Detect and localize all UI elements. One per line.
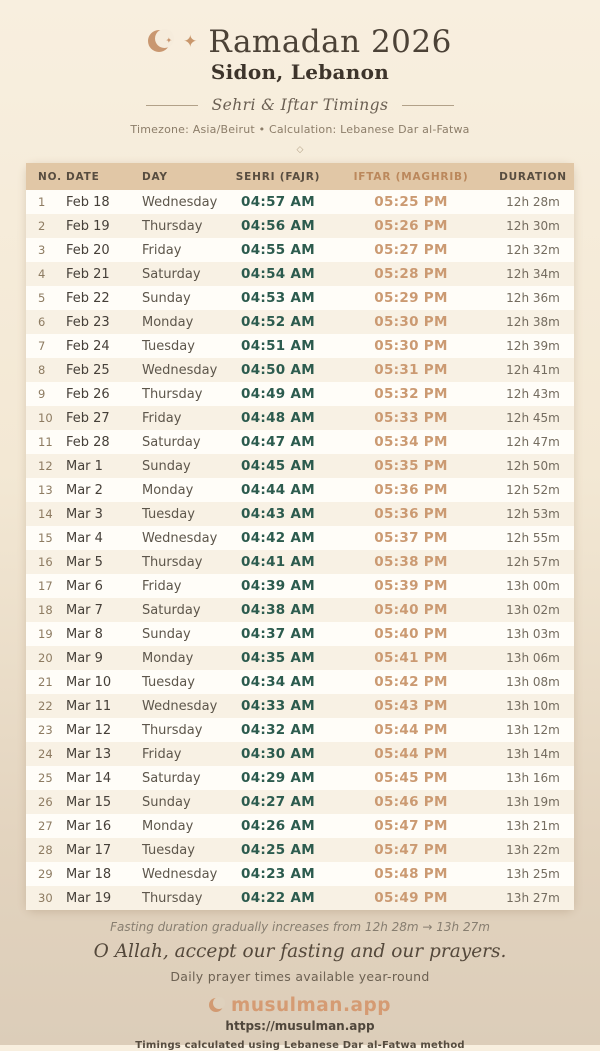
date-cell: Mar 6 [66, 578, 103, 594]
table-row [26, 838, 574, 862]
brand-row [0, 995, 600, 1016]
date-cell: Mar 1 [66, 458, 103, 474]
sehri-time: 04:48 AM [241, 410, 315, 426]
sehri-time: 04:41 AM [241, 554, 315, 570]
duration-cell: 13h 27m [506, 891, 560, 905]
availability-text: Daily prayer times available year-round [170, 969, 430, 984]
iftar-time: 05:37 PM [374, 530, 448, 546]
date-cell: Feb 24 [66, 338, 110, 354]
row-number: 8 [38, 363, 46, 377]
row-number: 10 [38, 411, 53, 425]
day-cell: Friday [142, 242, 182, 258]
day-cell: Sunday [142, 794, 191, 810]
row-number: 18 [38, 603, 53, 617]
table-row [26, 862, 574, 886]
calculation-method-note: Timings calculated using Lebanese Dar al-Fatwa method [135, 1040, 465, 1051]
iftar-time: 05:31 PM [374, 362, 448, 378]
table-row [26, 262, 574, 286]
date-cell: Feb 25 [66, 362, 110, 378]
iftar-time: 05:36 PM [374, 506, 448, 522]
sehri-time: 04:35 AM [241, 650, 315, 666]
duration-cell: 12h 45m [506, 411, 560, 425]
iftar-time: 05:39 PM [374, 578, 448, 594]
date-cell: Mar 18 [66, 866, 112, 882]
table-row [26, 238, 574, 262]
row-number: 20 [38, 651, 53, 665]
row-number: 13 [38, 483, 53, 497]
brand-link[interactable]: musulman.app [231, 995, 391, 1016]
table-row [26, 670, 574, 694]
sehri-time: 04:23 AM [241, 866, 315, 882]
iftar-time: 05:44 PM [374, 746, 448, 762]
sehri-time: 04:26 AM [241, 818, 315, 834]
row-number: 27 [38, 819, 53, 833]
sehri-time: 04:27 AM [241, 794, 315, 810]
diamond-ornament-icon: ◇ [296, 145, 304, 155]
date-cell: Feb 18 [66, 194, 110, 210]
duration-cell: 12h 47m [506, 435, 560, 449]
duration-cell: 12h 38m [506, 315, 560, 329]
day-cell: Thursday [142, 554, 203, 570]
column-header-date: DATE [66, 163, 142, 190]
table-row [26, 406, 574, 430]
iftar-time: 05:46 PM [374, 794, 448, 810]
date-cell: Feb 21 [66, 266, 110, 282]
row-number: 17 [38, 579, 53, 593]
day-cell: Monday [142, 482, 194, 498]
table-row [26, 790, 574, 814]
iftar-time: 05:36 PM [374, 482, 448, 498]
day-cell: Saturday [142, 434, 201, 450]
day-cell: Monday [142, 314, 194, 330]
table-row [26, 502, 574, 526]
date-cell: Mar 15 [66, 794, 112, 810]
sehri-time: 04:38 AM [241, 602, 315, 618]
sehri-time: 04:37 AM [241, 626, 315, 642]
row-number: 21 [38, 675, 53, 689]
day-cell: Saturday [142, 770, 201, 786]
row-number: 29 [38, 867, 53, 881]
date-cell: Mar 10 [66, 674, 112, 690]
timezone-calculation-meta: Timezone: Asia/Beirut • Calculation: Lebanese Dar al-Fatwa [130, 123, 470, 136]
table-row [26, 526, 574, 550]
column-header-day: DAY [142, 163, 226, 190]
iftar-time: 05:48 PM [374, 866, 448, 882]
day-cell: Thursday [142, 218, 203, 234]
sehri-time: 04:42 AM [241, 530, 315, 546]
sehri-time: 04:44 AM [241, 482, 315, 498]
sehri-time: 04:29 AM [241, 770, 315, 786]
duration-cell: 13h 22m [506, 843, 560, 857]
day-cell: Wednesday [142, 866, 218, 882]
table-row [26, 718, 574, 742]
row-number: 23 [38, 723, 53, 737]
sehri-time: 04:49 AM [241, 386, 315, 402]
table-row [26, 430, 574, 454]
date-cell: Mar 11 [66, 698, 112, 714]
day-cell: Monday [142, 650, 194, 666]
column-header-duration: DURATION [492, 163, 574, 190]
duration-cell: 12h 57m [506, 555, 560, 569]
day-cell: Sunday [142, 458, 191, 474]
iftar-time: 05:47 PM [374, 818, 448, 834]
date-cell: Mar 2 [66, 482, 103, 498]
day-cell: Thursday [142, 722, 203, 738]
iftar-time: 05:25 PM [374, 194, 448, 210]
day-cell: Sunday [142, 626, 191, 642]
row-number: 14 [38, 507, 53, 521]
row-number: 25 [38, 771, 53, 785]
duration-cell: 13h 10m [506, 699, 560, 713]
sehri-time: 04:55 AM [241, 242, 315, 258]
date-cell: Mar 13 [66, 746, 112, 762]
iftar-time: 05:45 PM [374, 770, 448, 786]
table-row [26, 358, 574, 382]
table-header-row [26, 163, 574, 190]
table-row [26, 454, 574, 478]
date-cell: Mar 12 [66, 722, 112, 738]
iftar-time: 05:49 PM [374, 890, 448, 906]
table-row [26, 742, 574, 766]
duration-cell: 12h 32m [506, 243, 560, 257]
date-cell: Feb 19 [66, 218, 110, 234]
iftar-time: 05:30 PM [374, 314, 448, 330]
row-number: 7 [38, 339, 46, 353]
date-cell: Feb 22 [66, 290, 110, 306]
sehri-time: 04:51 AM [241, 338, 315, 354]
iftar-time: 05:29 PM [374, 290, 448, 306]
duration-cell: 13h 19m [506, 795, 560, 809]
duration-cell: 12h 28m [506, 195, 560, 209]
row-number: 26 [38, 795, 53, 809]
table-row [26, 886, 574, 910]
date-cell: Mar 17 [66, 842, 112, 858]
date-cell: Mar 16 [66, 818, 112, 834]
day-cell: Thursday [142, 890, 203, 906]
page-header [0, 24, 600, 60]
day-cell: Wednesday [142, 530, 218, 546]
brand-crescent-icon [209, 998, 224, 1013]
column-header-iftar: IFTAR (MAGHRIB) [330, 163, 492, 190]
iftar-time: 05:33 PM [374, 410, 448, 426]
column-header-sehri: SEHRI (FAJR) [226, 163, 330, 190]
duration-cell: 13h 16m [506, 771, 560, 785]
sehri-time: 04:56 AM [241, 218, 315, 234]
table-row [26, 382, 574, 406]
iftar-time: 05:35 PM [374, 458, 448, 474]
iftar-time: 05:41 PM [374, 650, 448, 666]
date-cell: Mar 9 [66, 650, 103, 666]
row-number: 9 [38, 387, 46, 401]
column-header-no: NO. [26, 163, 66, 190]
day-cell: Sunday [142, 290, 191, 306]
row-number: 3 [38, 243, 46, 257]
duration-cell: 12h 30m [506, 219, 560, 233]
iftar-time: 05:38 PM [374, 554, 448, 570]
tiny-star-icon: ✦ [165, 36, 173, 45]
day-cell: Wednesday [142, 362, 218, 378]
iftar-time: 05:40 PM [374, 602, 448, 618]
day-cell: Tuesday [142, 506, 195, 522]
duration-cell: 12h 41m [506, 363, 560, 377]
divider-line-left [146, 105, 198, 106]
iftar-time: 05:26 PM [374, 218, 448, 234]
divider-line-right [402, 105, 454, 106]
iftar-time: 05:34 PM [374, 434, 448, 450]
timings-table-container [26, 163, 574, 910]
date-cell: Feb 26 [66, 386, 110, 402]
row-number: 30 [38, 891, 53, 905]
table-row [26, 214, 574, 238]
date-cell: Mar 3 [66, 506, 103, 522]
table-row [26, 598, 574, 622]
sehri-time: 04:22 AM [241, 890, 315, 906]
table-row [26, 286, 574, 310]
iftar-time: 05:47 PM [374, 842, 448, 858]
iftar-time: 05:42 PM [374, 674, 448, 690]
table-row [26, 310, 574, 334]
row-number: 19 [38, 627, 53, 641]
location-label: Sidon, Lebanon [210, 60, 390, 84]
duration-trend-note: Fasting duration gradually increases from 12h 28m → 13h 27m [110, 920, 490, 934]
iftar-time: 05:32 PM [374, 386, 448, 402]
crescent-moon-icon [148, 30, 172, 54]
day-cell: Tuesday [142, 842, 195, 858]
date-cell: Mar 14 [66, 770, 112, 786]
row-number: 12 [38, 459, 53, 473]
duration-cell: 12h 55m [506, 531, 560, 545]
duration-cell: 13h 00m [506, 579, 560, 593]
row-number: 22 [38, 699, 53, 713]
date-cell: Feb 28 [66, 434, 110, 450]
duration-cell: 12h 43m [506, 387, 560, 401]
day-cell: Tuesday [142, 674, 195, 690]
iftar-time: 05:30 PM [374, 338, 448, 354]
duration-cell: 13h 21m [506, 819, 560, 833]
duration-cell: 12h 50m [506, 459, 560, 473]
day-cell: Wednesday [142, 698, 218, 714]
sehri-time: 04:57 AM [241, 194, 315, 210]
duration-cell: 12h 53m [506, 507, 560, 521]
sehri-time: 04:50 AM [241, 362, 315, 378]
table-row [26, 478, 574, 502]
table-row [26, 574, 574, 598]
date-cell: Mar 19 [66, 890, 112, 906]
subtitle-label: Sehri & Iftar Timings [211, 96, 389, 114]
iftar-time: 05:40 PM [374, 626, 448, 642]
brand-url-link[interactable]: https://musulman.app [225, 1019, 375, 1033]
table-row [26, 622, 574, 646]
table-row [26, 814, 574, 838]
iftar-time: 05:43 PM [374, 698, 448, 714]
row-number: 2 [38, 219, 46, 233]
sehri-time: 04:47 AM [241, 434, 315, 450]
row-number: 5 [38, 291, 46, 305]
date-cell: Feb 20 [66, 242, 110, 258]
day-cell: Saturday [142, 602, 201, 618]
duration-cell: 13h 02m [506, 603, 560, 617]
sehri-time: 04:43 AM [241, 506, 315, 522]
day-cell: Friday [142, 578, 182, 594]
duration-cell: 12h 36m [506, 291, 560, 305]
sehri-time: 04:39 AM [241, 578, 315, 594]
duration-cell: 12h 34m [506, 267, 560, 281]
duration-cell: 13h 12m [506, 723, 560, 737]
dua-text: O Allah, accept our fasting and our prayers. [93, 941, 507, 962]
sehri-time: 04:25 AM [241, 842, 315, 858]
table-row [26, 190, 574, 214]
row-number: 4 [38, 267, 46, 281]
sehri-time: 04:45 AM [241, 458, 315, 474]
day-cell: Monday [142, 818, 194, 834]
date-cell: Mar 8 [66, 626, 103, 642]
duration-cell: 12h 39m [506, 339, 560, 353]
table-body [26, 190, 574, 910]
day-cell: Friday [142, 746, 182, 762]
duration-cell: 13h 25m [506, 867, 560, 881]
row-number: 24 [38, 747, 53, 761]
date-cell: Mar 4 [66, 530, 103, 546]
sparkle-icon: ✦ [183, 31, 198, 52]
table-row [26, 694, 574, 718]
table-row [26, 550, 574, 574]
day-cell: Friday [142, 410, 182, 426]
date-cell: Feb 27 [66, 410, 110, 426]
table-row [26, 646, 574, 670]
sehri-time: 04:34 AM [241, 674, 315, 690]
duration-cell: 13h 08m [506, 675, 560, 689]
date-cell: Mar 5 [66, 554, 103, 570]
row-number: 16 [38, 555, 53, 569]
sehri-time: 04:30 AM [241, 746, 315, 762]
sehri-time: 04:53 AM [241, 290, 315, 306]
sehri-time: 04:32 AM [241, 722, 315, 738]
duration-cell: 13h 03m [506, 627, 560, 641]
duration-cell: 13h 14m [506, 747, 560, 761]
row-number: 15 [38, 531, 53, 545]
row-number: 11 [38, 435, 53, 449]
sehri-time: 04:33 AM [241, 698, 315, 714]
day-cell: Thursday [142, 386, 203, 402]
day-cell: Saturday [142, 266, 201, 282]
iftar-time: 05:44 PM [374, 722, 448, 738]
table-row [26, 766, 574, 790]
row-number: 28 [38, 843, 53, 857]
sehri-time: 04:54 AM [241, 266, 315, 282]
iftar-time: 05:27 PM [374, 242, 448, 258]
row-number: 1 [38, 195, 46, 209]
iftar-time: 05:28 PM [374, 266, 448, 282]
duration-cell: 12h 52m [506, 483, 560, 497]
day-cell: Tuesday [142, 338, 195, 354]
table-row [26, 334, 574, 358]
date-cell: Mar 7 [66, 602, 103, 618]
duration-cell: 13h 06m [506, 651, 560, 665]
subtitle-divider [0, 96, 600, 114]
date-cell: Feb 23 [66, 314, 110, 330]
day-cell: Wednesday [142, 194, 218, 210]
row-number: 6 [38, 315, 46, 329]
sehri-time: 04:52 AM [241, 314, 315, 330]
timings-table [26, 163, 574, 910]
page-title: Ramadan 2026 [208, 24, 452, 60]
